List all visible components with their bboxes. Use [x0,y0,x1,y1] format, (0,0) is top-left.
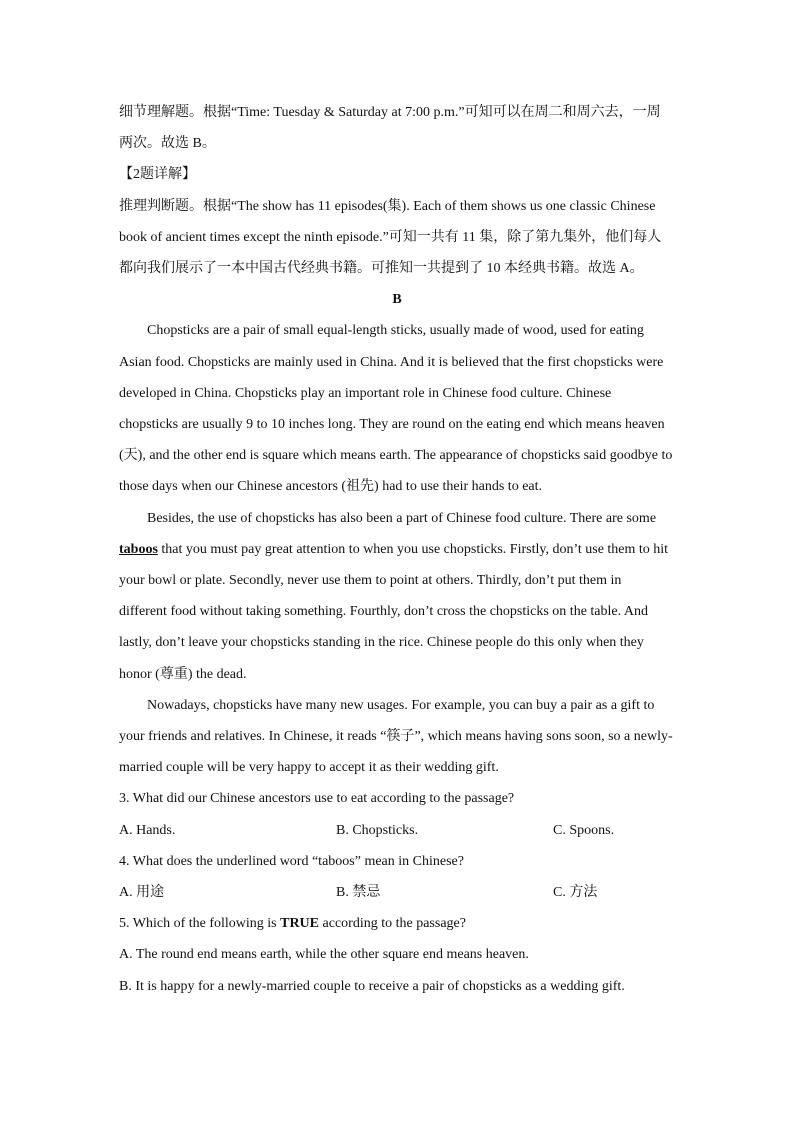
passage-line: Chopsticks are a pair of small equal-length sticks, usually made of wood, used for eating [147,323,644,339]
passage-line: Nowadays, chopsticks have many new usages. For example, you can buy a pair as a gift to [147,697,655,713]
question-4-options [119,877,675,908]
passage-line: Asian food. Chopsticks are mainly used in China. And it is believed that the first chopsticks were [119,354,664,370]
answer-line: 两次。故选 B。 [119,136,216,152]
passage-line: different food without taking something. Fourthly, don’t cross the chopsticks on the table. And [119,604,648,620]
passage-text: that you must pay great attention to when you use chopsticks. Firstly, don’t use them to hit [157,541,669,557]
underlined-word: taboos [119,541,158,557]
passage-line: your friends and relatives. In Chinese, it reads “筷子”, which means having sons soon, so a newly- [119,729,673,745]
passage-line: Besides, the use of chopsticks has also been a part of Chinese food culture. There are some [147,510,657,526]
option-b: B. It is happy for a newly-married couple to receive a pair of chopsticks as a wedding gift. [119,978,625,994]
question-text: according to the passage? [319,916,466,932]
passage-line: those days when our Chinese ancestors (祖先) had to use their hands to eat. [119,479,543,495]
passage-line: married couple will be very happy to accept it as their wedding gift. [119,760,499,776]
option-a: A. 用途 [119,885,165,901]
passage-line: developed in China. Chopsticks play an important role in Chinese food culture. Chinese [119,385,612,401]
option-b: B. Chopsticks. [336,822,419,838]
answer-line: 都向我们展示了一本中国古代经典书籍。可推知一共提到了 10 本经典书籍。故选 A。 [119,261,644,277]
question-2-heading: 【2题详解】 [119,167,196,183]
passage-line: honor (尊重) the dead. [119,666,247,682]
emphasis-word: TRUE [280,916,320,932]
passage-line: chopsticks are usually 9 to 10 inches long. They are round on the eating end which means heaven [119,417,665,433]
answer-line: 推理判断题。根据“The show has 11 episodes(集). Each of them shows us one classic Chinese [119,198,656,214]
question-5 [119,908,675,939]
question-text: 5. Which of the following is [119,916,281,932]
answer-line: book of ancient times except the ninth episode.”可知一共有 11 集，除了第九集外，他们每人 [119,229,662,245]
question-4: 4. What does the underlined word “taboos” mean in Chinese? [119,853,464,869]
document-content [119,97,675,1002]
option-a: A. Hands. [119,822,176,838]
section-title: B [392,292,402,308]
option-b: B. 禁忌 [336,885,381,901]
question-3-options [119,815,675,846]
option-c: C. Spoons. [553,822,615,838]
passage-line [119,534,675,565]
passage-line: lastly, don’t leave your chopsticks standing in the rice. Chinese people do this only when they [119,635,644,651]
option-a: A. The round end means earth, while the other square end means heaven. [119,947,529,963]
question-3: 3. What did our Chinese ancestors use to eat according to the passage? [119,791,515,807]
passage-line: your bowl or plate. Secondly, never use them to point at others. Thirdly, don’t put them in [119,573,622,589]
option-c: C. 方法 [553,885,598,901]
answer-line: 细节理解题。根据“Time: Tuesday & Saturday at 7:00 p.m.”可知可以在周二和周六去，一周 [119,105,661,120]
passage-line: (天), and the other end is square which means earth. The appearance of chopsticks said goodbye to [119,448,673,464]
